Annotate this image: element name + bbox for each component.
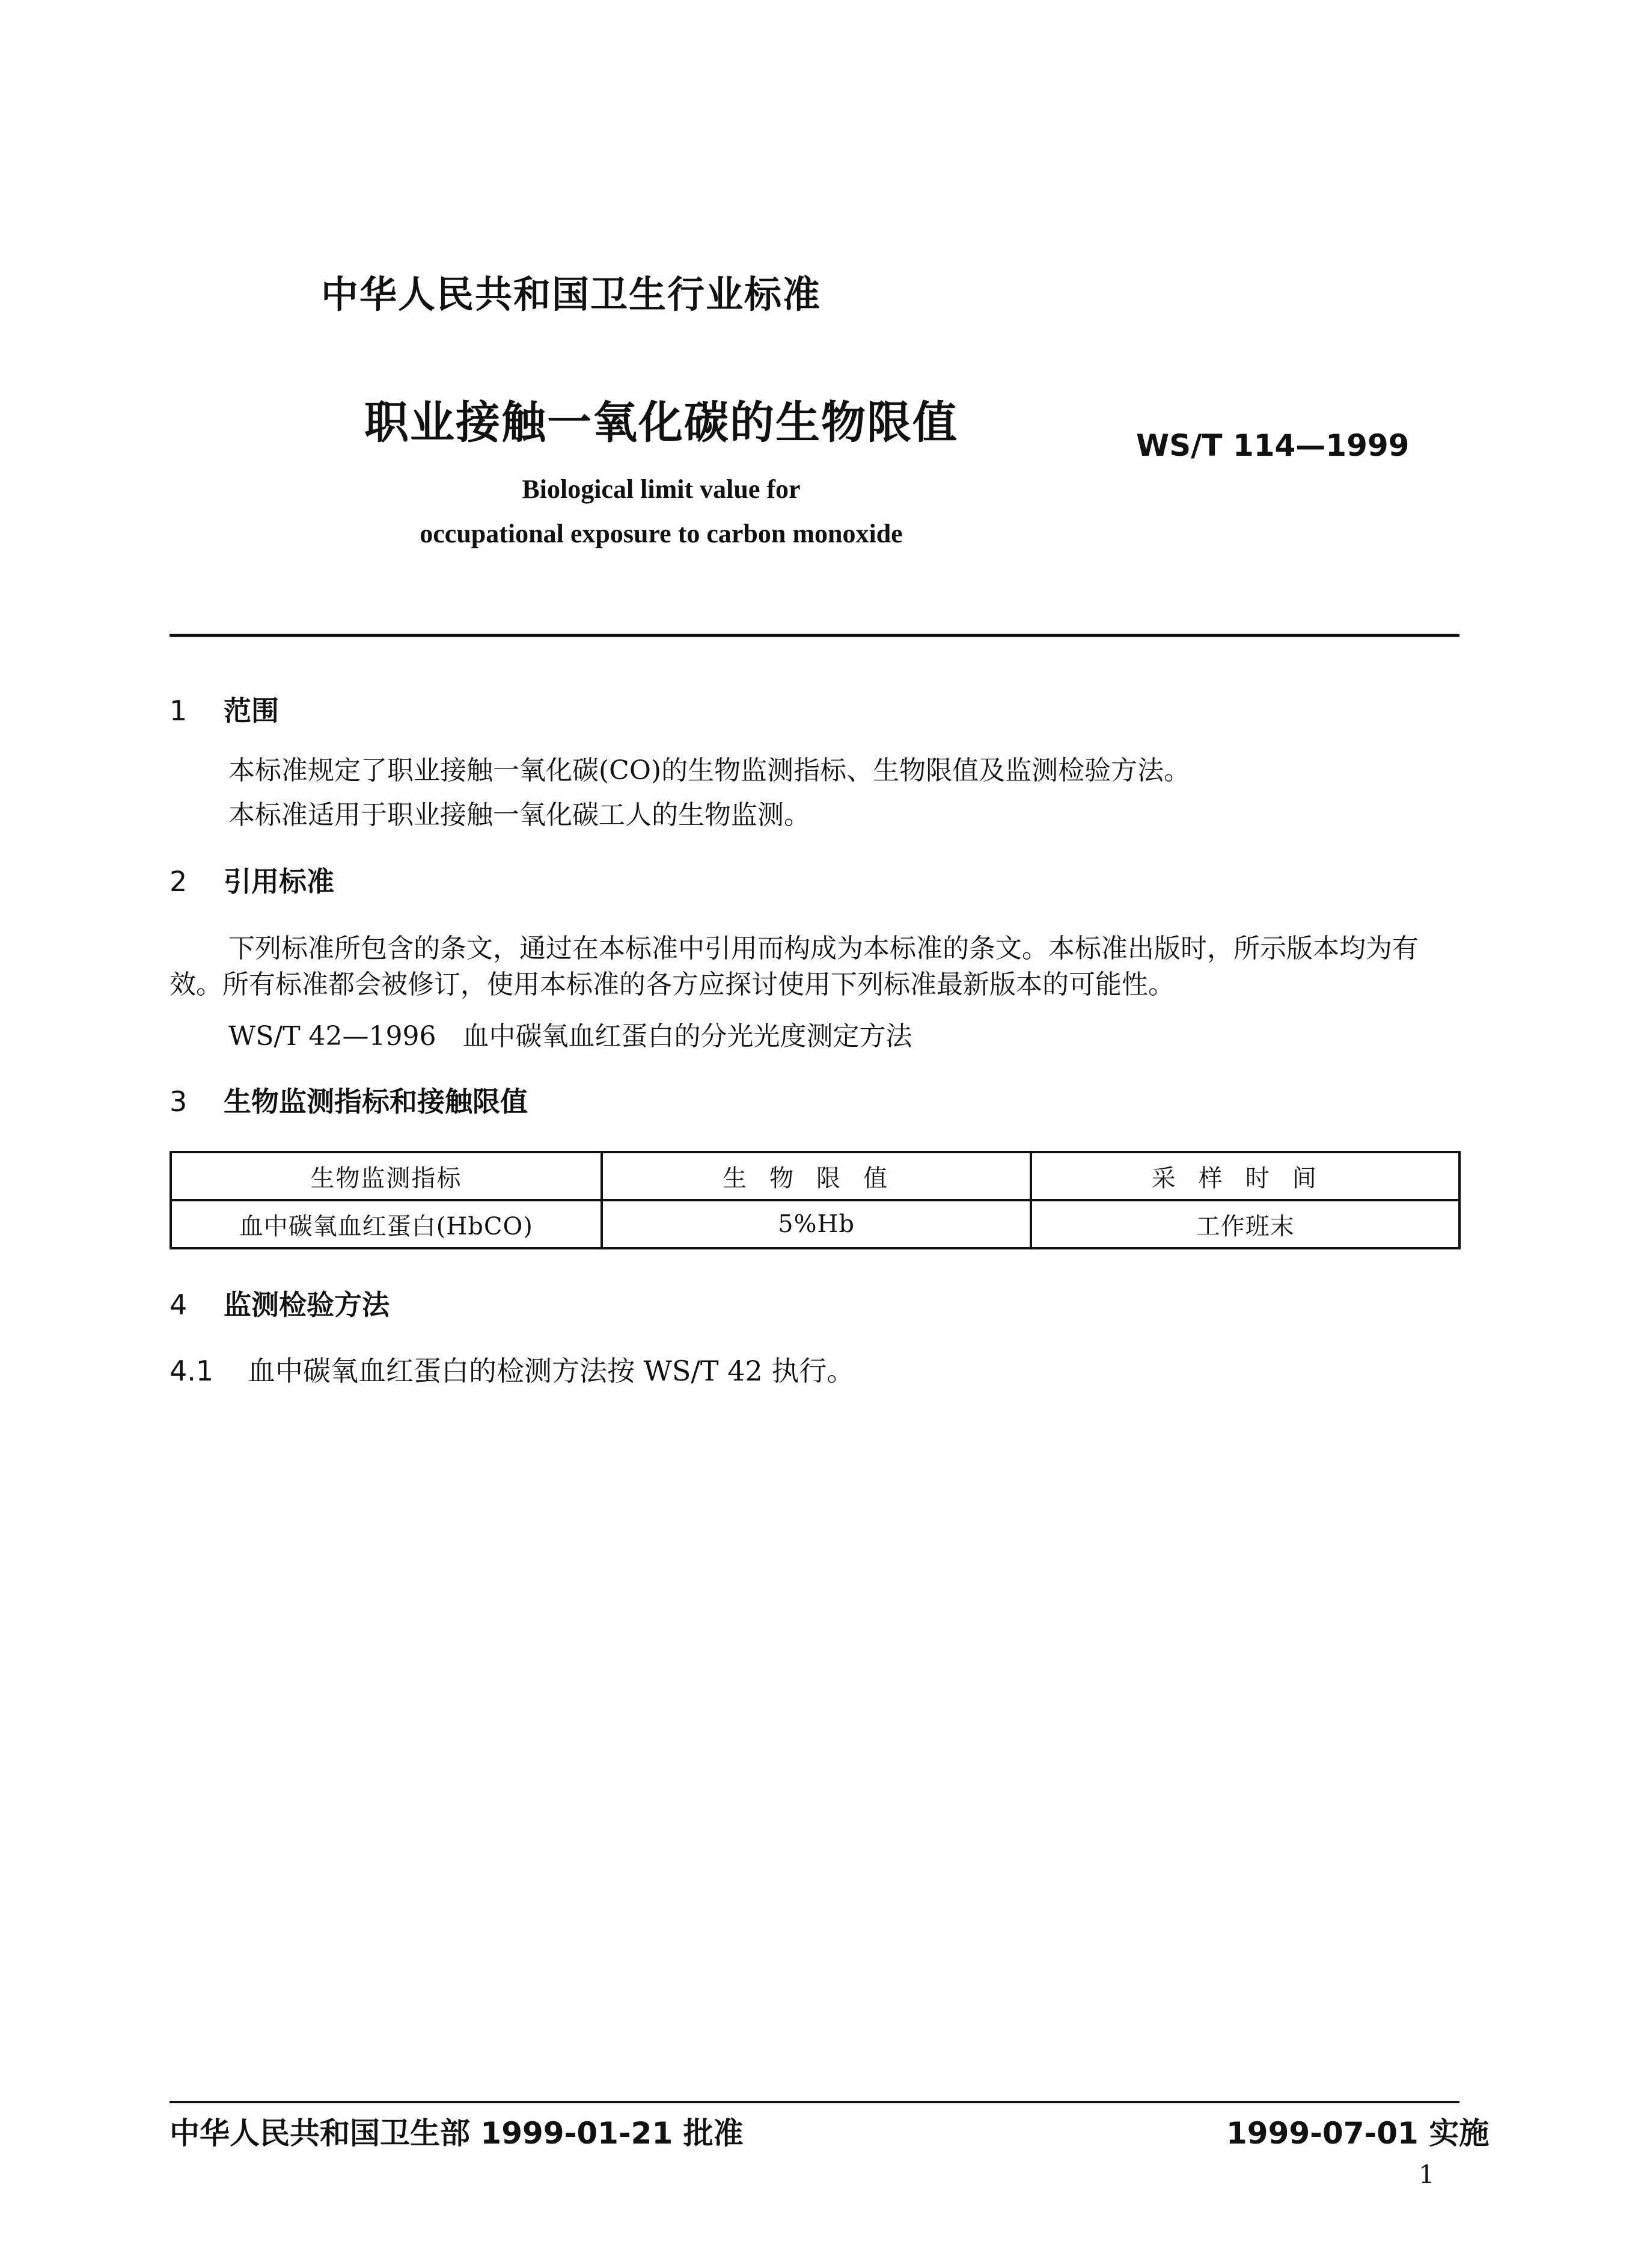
english-title-line1: Biological limit value for: [522, 474, 801, 504]
section-3-title: 生物监测指标和接触限值: [224, 1085, 528, 1118]
section-2-number: 2: [170, 865, 188, 898]
section-2-heading: [170, 860, 334, 900]
subsection-4-1-number: 4.1: [170, 1355, 214, 1387]
header-divider: [170, 634, 1459, 637]
section-2-title: 引用标准: [224, 865, 334, 898]
section-4-heading: [170, 1283, 390, 1323]
section-1-number: 1: [170, 694, 188, 727]
standard-title: 职业接触一氧化碳的生物限值: [364, 397, 958, 449]
effective-date: 1999-07-01 实施: [1226, 2116, 1490, 2151]
section-1-paragraph-2: 本标准适用于职业接触一氧化碳工人的生物监测。: [228, 800, 810, 830]
page-number: 1: [1419, 2160, 1435, 2189]
issuing-organization: 中华人民共和国卫生行业标准: [320, 272, 821, 316]
section-1-paragraph-1: 本标准规定了职业接触一氧化碳(CO)的生物监测指标、生物限值及监测检验方法。: [228, 755, 1191, 786]
footer-divider: [170, 2101, 1459, 2103]
section-1-title: 范围: [224, 694, 279, 727]
table-cell-indicator: 血中碳氧血红蛋白(HbCO): [171, 1200, 602, 1248]
subsection-4-1-text: 血中碳氧血红蛋白的检测方法按 WS/T 42 执行。: [248, 1355, 855, 1387]
table-header-indicator: 生物监测指标: [171, 1152, 602, 1200]
table-cell-sampling-time: 工作班末: [1031, 1200, 1459, 1248]
section-4-number: 4: [170, 1289, 188, 1321]
section-3-number: 3: [170, 1085, 188, 1118]
section-3-heading: [170, 1080, 528, 1120]
table-header-limit: 生物限值: [602, 1152, 1031, 1200]
approval-line: 中华人民共和国卫生部 1999-01-21 批准: [170, 2116, 744, 2151]
section-2-paragraph: 下列标准所包含的条文，通过在本标准中引用而构成为本标准的条文。本标准出版时，所示版本均为有效。所有标准都会被修订，使用本标准的各方应探讨使用下列标准最新版本的可能性。: [170, 933, 1419, 1000]
section-1-heading: [170, 689, 279, 729]
table-header-row: [171, 1152, 1459, 1200]
section-4-title: 监测检验方法: [224, 1289, 390, 1321]
table-cell-limit: 5%Hb: [602, 1200, 1031, 1248]
standard-code: WS/T 114—1999: [1136, 428, 1410, 463]
table-row: [171, 1200, 1459, 1248]
section-2-reference: WS/T 42—1996 血中碳氧血红蛋白的分光光度测定方法: [228, 1021, 912, 1052]
subsection-4-1: [170, 1349, 854, 1389]
english-title-line2: occupational exposure to carbon monoxide: [420, 519, 903, 548]
table-header-sampling-time: 采样时间: [1031, 1152, 1459, 1200]
biological-limit-table: [170, 1151, 1461, 1249]
